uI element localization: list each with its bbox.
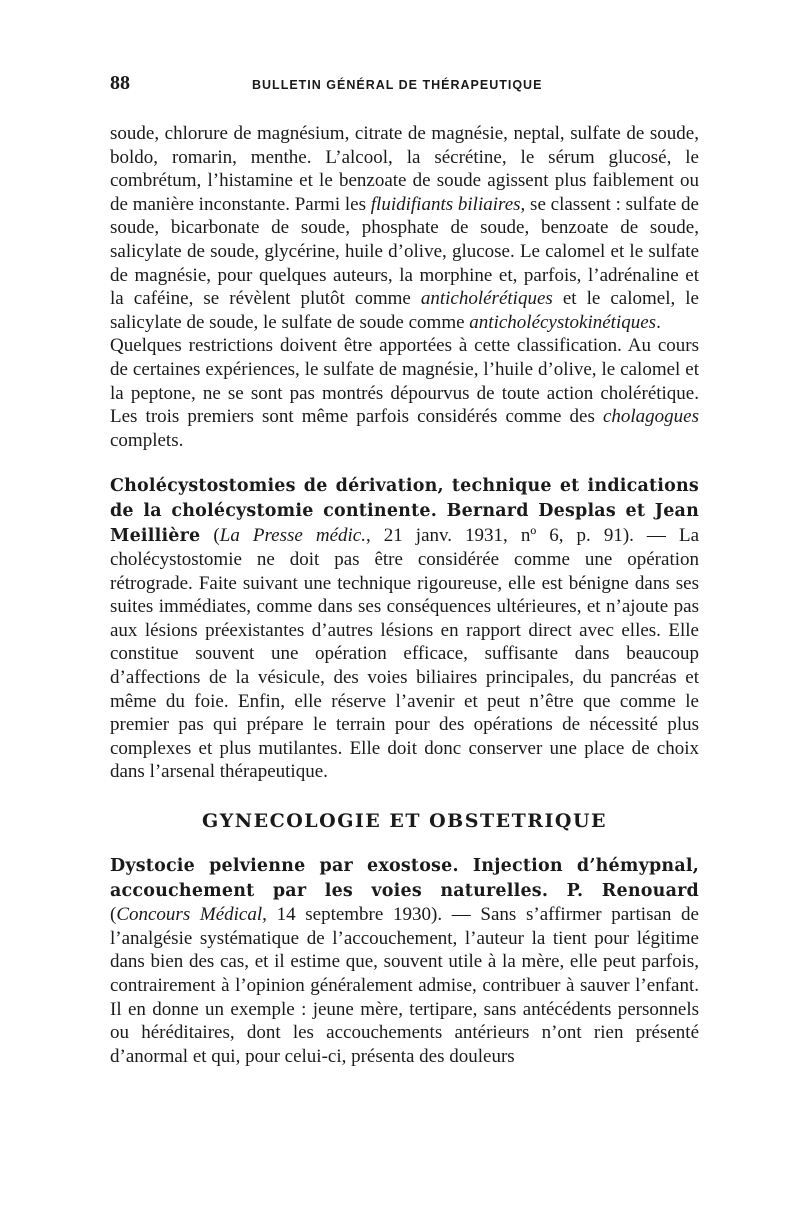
reference: , 14 septembre 1930). — [262,904,481,926]
italic-term: anticholérétiques [420,288,553,310]
article-title: Dystocie pelvienne par exostose. Injection d’hémypnal, accouchement par les voies naturelles. P. Renouard [110,856,699,901]
text-run: ( [200,524,220,546]
paragraph-restrictions [110,334,699,452]
text-run: complets. [110,429,184,451]
article-title: Cholécystostomies de dérivation, technique et indications de la cholécystomie continente. Bernard Desplas et Jean Meillière [110,476,699,546]
page-number: 88 [110,72,130,94]
text-run: et le calomel, le salicylate de soude, le sulfate de soude comme [110,288,699,333]
running-head [110,72,699,108]
text-run: , se classent : sulfate de soude, bicarbonate de soude, phosphate de soude, benzoate de soude, salicylate de soude, glycérine, huile d’olive, glucose. Le calomel et le sulfate de magnésie, pour quelques auteurs, la morphine et, parfois, l’adrénaline et la caféine, se révèlent plutôt comme [110,193,699,310]
text-run: Quelques restrictions doivent être apportées à cette classification. Au cours de certaines expériences, le sulfate de magnésie, l’huile d’olive, le calomel et la peptone, ne se sont pas montrés dépourvus de toute action cholérétique. Les trois premiers sont même parfois considérés comme des [110,335,699,428]
article-dystocie [110,854,699,1068]
italic-term: cholagogues [602,406,699,428]
journal-name: Concours Médical [116,904,263,926]
text-run: ( [110,904,117,926]
reference: , 21 janv. 1931, nº 6, p. 91). — [365,524,679,546]
italic-term: anticholécystokinétiques [469,311,657,333]
paragraph-bile-agents [110,122,699,334]
article-body: La cholécystostomie ne doit pas être considérée comme une opération rétrograde. Faite suivant une technique rigoureuse, elle est bénigne dans ses suites immédiates, comme dans ses conséquences ultérieures, et n’ajoute pas aux lésions préexistantes d’autres lésions en rapport direct avec elles. Elle constitue souvent une opération efficace, suffisante dans beaucoup d’affections de la vésicule, des voies biliaires principales, du pancréas et même du foie. Enfin, elle réserve l’avenir et peut n’être que comme le premier pas qui prépare le terrain pour des opérations de nécessité plus complexes et plus mutilantes. Elle doit donc conserver une place de choix dans l’arsenal thérapeutique. [110,524,700,783]
text-run: soude, chlorure de magnésium, citrate de magnésie, neptal, sulfate de soude, boldo, romarin, menthe. L’alcool, la sécrétine, le sérum glucosé, le combrétum, l’histamine et le benzoate de soude agissent plus faiblement ou de manière inconstante. Parmi les [110,123,699,215]
page [110,72,699,1068]
article-body: Sans s’affirmer partisan de l’analgésie systématique de l’accouchement, l’auteur la tient pour légitime dans bien des cas, et il estime que, souvent utile à la mère, elle peut parfois, contrairement à l’opinion généralement admise, contribuer à sauver l’enfant. Il en donne un exemple : jeune mère, tertipare, sans antécédents personnels ou héréditaires, dont les accouchements antérieurs n’ont rien présenté d’anormal et qui, pour celui-ci, présenta des douleurs [110,904,699,1067]
italic-term: fluidifiants biliaires [370,193,521,215]
section-heading: GYNECOLOGIE ET OBSTETRIQUE [201,810,608,833]
text-run: . [656,311,661,333]
article-cholecystostomies [110,474,699,784]
journal-name: La Presse médic. [219,524,366,546]
journal-title: BULLETIN GÉNÉRAL DE THÉRAPEUTIQUE [252,78,543,92]
